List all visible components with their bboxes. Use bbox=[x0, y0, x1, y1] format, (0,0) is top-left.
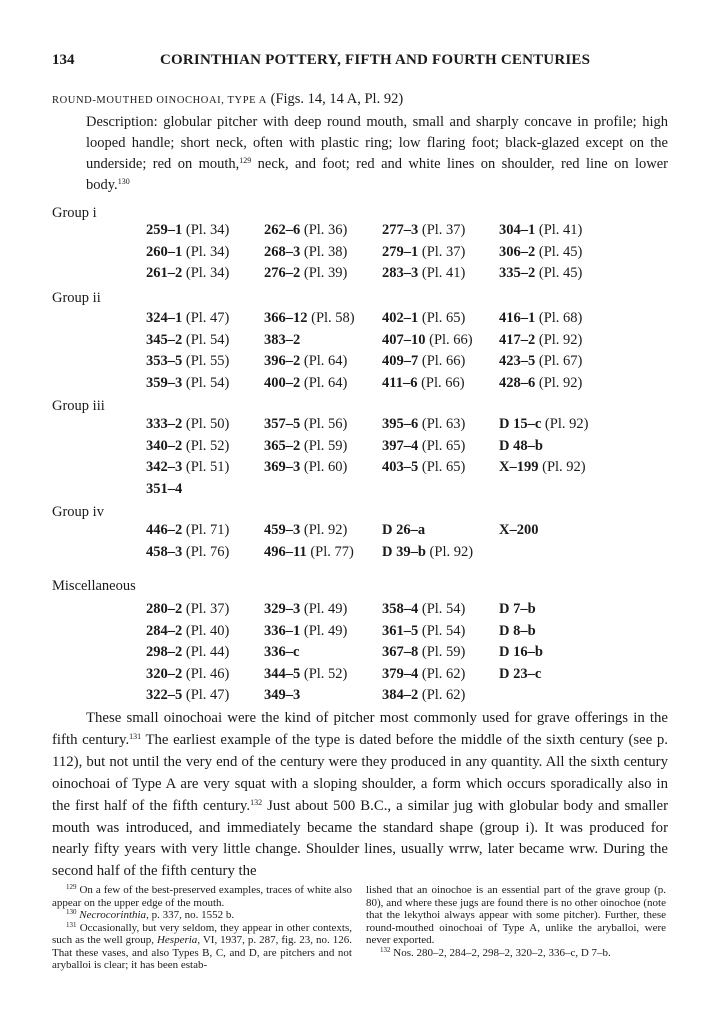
entry-plate-ref: (Pl. 71) bbox=[182, 522, 230, 538]
catalogue-entry bbox=[382, 353, 465, 370]
footnote-number: 132 bbox=[380, 945, 391, 954]
entry-number: 384–2 bbox=[382, 687, 419, 703]
catalogue-row bbox=[0, 244, 714, 264]
catalogue-entry bbox=[382, 265, 465, 282]
catalogue-entry bbox=[264, 375, 347, 392]
entry-plate-ref: (Pl. 51) bbox=[182, 459, 230, 475]
catalogue-entry bbox=[146, 522, 229, 539]
catalogue-entry bbox=[382, 310, 465, 327]
catalogue-entry bbox=[382, 222, 465, 239]
footnote-130 bbox=[52, 909, 352, 922]
footnote-number: 130 bbox=[66, 908, 77, 916]
entry-number: 417–2 bbox=[499, 331, 536, 348]
entry-number: 366–12 bbox=[264, 310, 308, 326]
catalogue-row bbox=[0, 416, 714, 436]
footnote-ref-129: 129 bbox=[239, 156, 252, 165]
entry-number: 459–3 bbox=[264, 522, 301, 538]
footnote-132 bbox=[366, 947, 666, 960]
catalogue-entry bbox=[382, 332, 473, 349]
entry-plate-ref: (Pl. 66) bbox=[417, 374, 465, 391]
entry-number: D 23–c bbox=[499, 665, 542, 682]
footnote-text: Nos. 280–2, 284–2, 298–2, 320–2, 336–c, D 7–b. bbox=[390, 946, 611, 959]
entry-number: 260–1 bbox=[146, 243, 183, 260]
catalogue-entry bbox=[499, 353, 582, 370]
catalogue-row bbox=[0, 544, 714, 564]
entry-plate-ref: (Pl. 54) bbox=[182, 331, 230, 348]
catalogue-entry bbox=[146, 222, 229, 239]
entry-number: 496–11 bbox=[264, 543, 307, 560]
catalogue-entry bbox=[499, 416, 588, 433]
footnote-text: , VI, 1937, p. 287, fig. 23, no. 126. That these vases, and also Types B, C, and D, are pitchers and not aryballoi is clear; it has been estab- bbox=[52, 934, 352, 971]
entry-number: 344–5 bbox=[264, 665, 301, 682]
entry-plate-ref: (Pl. 34) bbox=[182, 222, 230, 238]
catalogue-entry bbox=[382, 687, 465, 704]
catalogue-entry bbox=[499, 623, 536, 640]
catalogue-row bbox=[0, 375, 714, 395]
entry-plate-ref: (Pl. 49) bbox=[300, 622, 348, 639]
catalogue-entry bbox=[499, 310, 582, 327]
entry-number: D 48–b bbox=[499, 437, 543, 454]
catalogue-entry bbox=[146, 353, 229, 370]
footnote-131-continued: lished that an oinochoe is an essential part of the grave group (p. 80), and where these jugs are found there is no other oinochoe (note that the lekythoi always appear with some pitcher). Further, these round-mouthed oinochoai of Type A, unlike the aryballoi, were never exported. bbox=[366, 884, 666, 946]
entry-plate-ref: (Pl. 55) bbox=[182, 353, 230, 369]
catalogue-row bbox=[0, 438, 714, 458]
body-text bbox=[52, 708, 668, 883]
catalogue-entry bbox=[264, 265, 347, 282]
entry-plate-ref: (Pl. 47) bbox=[182, 310, 230, 326]
catalogue-row bbox=[0, 222, 714, 242]
entry-number: 335–2 bbox=[499, 265, 536, 281]
entry-number: 353–5 bbox=[146, 353, 183, 369]
catalogue-entry bbox=[146, 265, 229, 282]
entry-plate-ref: (Pl. 37) bbox=[182, 601, 230, 617]
footnote-ref-130: 130 bbox=[117, 177, 130, 186]
entry-plate-ref: (Pl. 66) bbox=[418, 353, 466, 369]
entry-number: 357–5 bbox=[264, 416, 301, 432]
section-title bbox=[52, 91, 403, 108]
footnote-italic: Hesperia bbox=[156, 934, 198, 946]
entry-plate-ref: (Pl. 47) bbox=[182, 687, 230, 703]
catalogue-row bbox=[0, 623, 714, 643]
catalogue-entry bbox=[146, 244, 229, 261]
entry-number: 280–2 bbox=[146, 601, 183, 617]
catalogue-row bbox=[0, 687, 714, 707]
catalogue-row bbox=[0, 265, 714, 285]
entry-number: 345–2 bbox=[146, 331, 183, 348]
footnote-131 bbox=[52, 922, 352, 972]
entry-plate-ref: (Pl. 45) bbox=[535, 243, 583, 260]
group-label: Group i bbox=[52, 205, 97, 221]
entry-number: 458–3 bbox=[146, 543, 183, 560]
entry-plate-ref: (Pl. 92) bbox=[535, 374, 583, 391]
catalogue-entry bbox=[499, 601, 536, 618]
entry-number: 336–1 bbox=[264, 622, 301, 639]
entry-number: 279–1 bbox=[382, 243, 419, 260]
catalogue-row bbox=[0, 522, 714, 542]
entry-number: 407–10 bbox=[382, 331, 426, 348]
entry-plate-ref: (Pl. 58) bbox=[307, 310, 355, 326]
entry-plate-ref: (Pl. 44) bbox=[182, 644, 230, 660]
catalogue-entry bbox=[264, 601, 347, 618]
catalogue-entry bbox=[264, 666, 347, 683]
entry-plate-ref: (Pl. 92) bbox=[535, 331, 583, 348]
entry-number: D 8–b bbox=[499, 622, 536, 639]
body-paragraph bbox=[52, 708, 668, 883]
catalogue-row bbox=[0, 310, 714, 330]
entry-number: 342–3 bbox=[146, 459, 183, 475]
entry-number: 403–5 bbox=[382, 459, 419, 475]
entry-number: 349–3 bbox=[264, 687, 301, 703]
entry-number: 262–6 bbox=[264, 222, 301, 238]
catalogue-entry bbox=[264, 310, 355, 327]
catalogue-row bbox=[0, 601, 714, 621]
catalogue-row bbox=[0, 459, 714, 479]
entry-number: X–199 bbox=[499, 459, 539, 475]
entry-number: 361–5 bbox=[382, 622, 419, 639]
entry-number: 400–2 bbox=[264, 374, 301, 391]
entry-plate-ref: (Pl. 62) bbox=[418, 665, 466, 682]
catalogue-entry bbox=[264, 353, 347, 370]
entry-number: 329–3 bbox=[264, 601, 301, 617]
catalogue-entry bbox=[264, 644, 299, 661]
group-label: Group iv bbox=[52, 504, 104, 520]
footnote-number: 129 bbox=[66, 883, 77, 891]
footnote-italic: Necrocorinthia bbox=[79, 909, 147, 921]
entry-number: 261–2 bbox=[146, 265, 183, 281]
catalogue-entry bbox=[382, 623, 465, 640]
catalogue-entry bbox=[146, 623, 229, 640]
entry-number: 283–3 bbox=[382, 265, 419, 281]
entry-plate-ref: (Pl. 66) bbox=[425, 331, 473, 348]
catalogue-entry bbox=[146, 416, 229, 433]
entry-number: 298–2 bbox=[146, 644, 183, 660]
catalogue-entry bbox=[382, 644, 465, 661]
entry-number: D 39–b bbox=[382, 543, 426, 560]
running-title: CORINTHIAN POTTERY, FIFTH AND FOURTH CENTURIES bbox=[160, 52, 591, 68]
entry-plate-ref: (Pl. 41) bbox=[535, 222, 583, 238]
entry-plate-ref: (Pl. 92) bbox=[541, 416, 589, 432]
catalogue-entry bbox=[499, 222, 582, 239]
entry-plate-ref: (Pl. 68) bbox=[535, 310, 583, 326]
catalogue-entry bbox=[499, 332, 582, 349]
catalogue-entry bbox=[499, 438, 543, 455]
catalogue-entry bbox=[146, 310, 229, 327]
catalogue-entry bbox=[146, 459, 229, 476]
catalogue-entry bbox=[264, 244, 347, 261]
catalogue-entry bbox=[264, 522, 347, 539]
catalogue-row bbox=[0, 644, 714, 664]
entry-number: 409–7 bbox=[382, 353, 419, 369]
description-paragraph bbox=[86, 112, 668, 196]
entry-plate-ref: (Pl. 54) bbox=[418, 601, 466, 617]
entry-plate-ref: (Pl. 45) bbox=[535, 265, 583, 281]
description bbox=[86, 112, 668, 196]
catalogue-entry bbox=[264, 438, 347, 455]
entry-number: 340–2 bbox=[146, 437, 183, 454]
catalogue-entry bbox=[146, 481, 182, 498]
body-text-c: Just about 500 B.C., a similar jug with globular body and smaller mouth was introduced, and immediately became the standard shape (group i). It was produced for nearly fifty years with very little change. Shoulder lines, usually wrrw, later became wrw. During the second half of the fifth century the bbox=[52, 797, 668, 880]
entry-number: 369–3 bbox=[264, 459, 301, 475]
catalogue-entry bbox=[146, 544, 229, 561]
entry-number: 397–4 bbox=[382, 437, 419, 454]
entry-plate-ref: (Pl. 77) bbox=[306, 543, 354, 560]
entry-plate-ref: (Pl. 59) bbox=[300, 437, 348, 454]
catalogue-entry bbox=[382, 244, 465, 261]
entry-plate-ref: (Pl. 38) bbox=[300, 243, 348, 260]
catalogue-row bbox=[0, 481, 714, 501]
entry-plate-ref: (Pl. 36) bbox=[300, 222, 348, 238]
catalogue-entry bbox=[264, 544, 354, 561]
catalogue-entry bbox=[499, 265, 582, 282]
page-number: 134 bbox=[52, 52, 75, 68]
entry-plate-ref: (Pl. 52) bbox=[300, 665, 348, 682]
entry-plate-ref: (Pl. 37) bbox=[418, 243, 466, 260]
catalogue-entry bbox=[264, 332, 300, 349]
entry-plate-ref: (Pl. 62) bbox=[418, 687, 466, 703]
catalogue-entry bbox=[146, 438, 229, 455]
entry-plate-ref: (Pl. 92) bbox=[300, 522, 348, 538]
entry-number: 306–2 bbox=[499, 243, 536, 260]
entry-plate-ref: (Pl. 67) bbox=[535, 353, 583, 369]
entry-plate-ref: (Pl. 52) bbox=[182, 437, 230, 454]
catalogue-entry bbox=[146, 644, 229, 661]
catalogue-entry bbox=[499, 666, 541, 683]
catalogue-entry bbox=[382, 544, 473, 561]
entry-plate-ref: (Pl. 39) bbox=[300, 265, 348, 281]
entry-number: X–200 bbox=[499, 522, 539, 538]
catalogue-entry bbox=[382, 666, 465, 683]
entry-number: 324–1 bbox=[146, 310, 183, 326]
description-text-b: neck, and foot; red and white lines on shoulder, red line on lower body. bbox=[86, 156, 668, 193]
entry-plate-ref: (Pl. 65) bbox=[418, 437, 466, 454]
entry-number: 428–6 bbox=[499, 374, 536, 391]
entry-plate-ref: (Pl. 40) bbox=[182, 622, 230, 639]
entry-plate-ref: (Pl. 60) bbox=[300, 459, 348, 475]
entry-number: 365–2 bbox=[264, 437, 301, 454]
entry-plate-ref: (Pl. 59) bbox=[418, 644, 466, 660]
entry-number: 333–2 bbox=[146, 416, 183, 432]
entry-number: 411–6 bbox=[382, 374, 418, 391]
entry-number: 446–2 bbox=[146, 522, 183, 538]
entry-number: 416–1 bbox=[499, 310, 536, 326]
catalogue-entry bbox=[146, 375, 229, 392]
entry-number: 379–4 bbox=[382, 665, 419, 682]
catalogue-entry bbox=[382, 522, 425, 539]
catalogue-entry bbox=[499, 644, 543, 661]
entry-plate-ref: (Pl. 65) bbox=[418, 310, 466, 326]
entry-number: D 7–b bbox=[499, 601, 536, 617]
catalogue-entry bbox=[382, 438, 465, 455]
entry-number: 322–5 bbox=[146, 687, 183, 703]
group-label: Group ii bbox=[52, 290, 101, 306]
entry-number: D 26–a bbox=[382, 522, 426, 538]
footnote-ref-131: 131 bbox=[129, 731, 142, 741]
catalogue-row bbox=[0, 666, 714, 686]
catalogue-entry bbox=[264, 416, 347, 433]
entry-plate-ref: (Pl. 92) bbox=[538, 459, 586, 475]
catalogue-entry bbox=[382, 416, 465, 433]
entry-number: D 16–b bbox=[499, 644, 543, 660]
catalogue-entry bbox=[499, 459, 586, 476]
entry-number: 423–5 bbox=[499, 353, 536, 369]
entry-plate-ref: (Pl. 64) bbox=[300, 353, 348, 369]
entry-plate-ref: (Pl. 46) bbox=[182, 665, 230, 682]
entry-plate-ref: (Pl. 49) bbox=[300, 601, 348, 617]
entry-plate-ref: (Pl. 56) bbox=[300, 416, 348, 432]
entry-number: D 15–c bbox=[499, 416, 542, 432]
entry-plate-ref: (Pl. 76) bbox=[182, 543, 230, 560]
entry-number: 259–1 bbox=[146, 222, 183, 238]
entry-plate-ref: (Pl. 92) bbox=[425, 543, 474, 560]
entry-number: 402–1 bbox=[382, 310, 419, 326]
entry-plate-ref: (Pl. 34) bbox=[182, 265, 230, 281]
catalogue-entry bbox=[499, 244, 582, 261]
footnote-text: , p. 337, no. 1552 b. bbox=[146, 909, 235, 921]
section-title-label: ROUND-MOUTHED OINOCHOAI, TYPE A bbox=[52, 95, 267, 106]
entry-plate-ref: (Pl. 63) bbox=[418, 416, 466, 432]
catalogue-entry bbox=[382, 375, 465, 392]
catalogue-entry bbox=[382, 459, 465, 476]
footnote-number: 131 bbox=[66, 920, 77, 929]
entry-number: 396–2 bbox=[264, 353, 301, 369]
entry-number: 268–3 bbox=[264, 243, 301, 260]
footnote-129 bbox=[52, 884, 352, 909]
entry-plate-ref: (Pl. 34) bbox=[182, 243, 230, 260]
catalogue-row bbox=[0, 332, 714, 352]
entry-plate-ref: (Pl. 65) bbox=[418, 459, 466, 475]
entry-number: 395–6 bbox=[382, 416, 419, 432]
group-label: Group iii bbox=[52, 398, 105, 414]
entry-number: 351–4 bbox=[146, 480, 183, 497]
catalogue-entry bbox=[499, 375, 582, 392]
entry-number: 276–2 bbox=[264, 265, 301, 281]
catalogue-entry bbox=[382, 601, 465, 618]
entry-plate-ref: (Pl. 54) bbox=[418, 622, 466, 639]
catalogue-entry bbox=[146, 332, 229, 349]
body-text-b: The earliest example of the type is dated before the middle of the sixth century (see p. 112), but not until the very end of the century were they produced in any quantity. All the sixth century oinochoai of Type A are very squat with a sloping shoulder, a form which occurs sporadically also in the first half of the fifth century. bbox=[52, 731, 668, 814]
entry-number: 358–4 bbox=[382, 601, 419, 617]
catalogue-entry bbox=[499, 522, 538, 539]
description-text-a: Description: globular pitcher with deep round mouth, small and sharply concave in profile; high looped handle; short neck, often with plastic ring; low flaring foot; black-glazed except on the underside; red on mouth, bbox=[86, 114, 668, 172]
entry-plate-ref: (Pl. 41) bbox=[418, 265, 466, 281]
body-text-a: These small oinochoai were the kind of pitcher most commonly used for grave offerings in the fifth century. bbox=[52, 710, 668, 748]
catalogue-row bbox=[0, 353, 714, 373]
catalogue-entry bbox=[146, 687, 229, 704]
catalogue-entry bbox=[264, 459, 347, 476]
entry-number: 277–3 bbox=[382, 222, 419, 238]
entry-plate-ref: (Pl. 50) bbox=[182, 416, 230, 432]
entry-plate-ref: (Pl. 54) bbox=[182, 374, 230, 391]
footnote-text: On a few of the best-preserved examples, traces of white also appear on the upper edge of the mouth. bbox=[52, 884, 352, 909]
entry-number: 359–3 bbox=[146, 374, 183, 391]
group-label: Miscellaneous bbox=[52, 578, 136, 594]
entry-number: 383–2 bbox=[264, 331, 301, 348]
entry-plate-ref: (Pl. 37) bbox=[418, 222, 466, 238]
catalogue-entry bbox=[146, 666, 229, 683]
catalogue-entry bbox=[146, 601, 229, 618]
entry-number: 367–8 bbox=[382, 644, 419, 660]
catalogue-entry bbox=[264, 687, 300, 704]
entry-number: 304–1 bbox=[499, 222, 536, 238]
footnotes-right bbox=[366, 884, 666, 959]
footnote-ref-132: 132 bbox=[250, 797, 263, 807]
running-header bbox=[52, 52, 674, 72]
entry-plate-ref: (Pl. 64) bbox=[300, 374, 348, 391]
footnote-text: Occasionally, but very seldom, they appear in other contexts, such as the well group, bbox=[52, 921, 352, 946]
catalogue-entry bbox=[264, 222, 347, 239]
entry-number: 336–c bbox=[264, 644, 300, 660]
entry-number: 320–2 bbox=[146, 665, 183, 682]
entry-number: 284–2 bbox=[146, 622, 183, 639]
section-title-refs: (Figs. 14, 14 A, Pl. 92) bbox=[270, 91, 404, 107]
catalogue-entry bbox=[264, 623, 347, 640]
footnotes-left bbox=[52, 884, 352, 972]
